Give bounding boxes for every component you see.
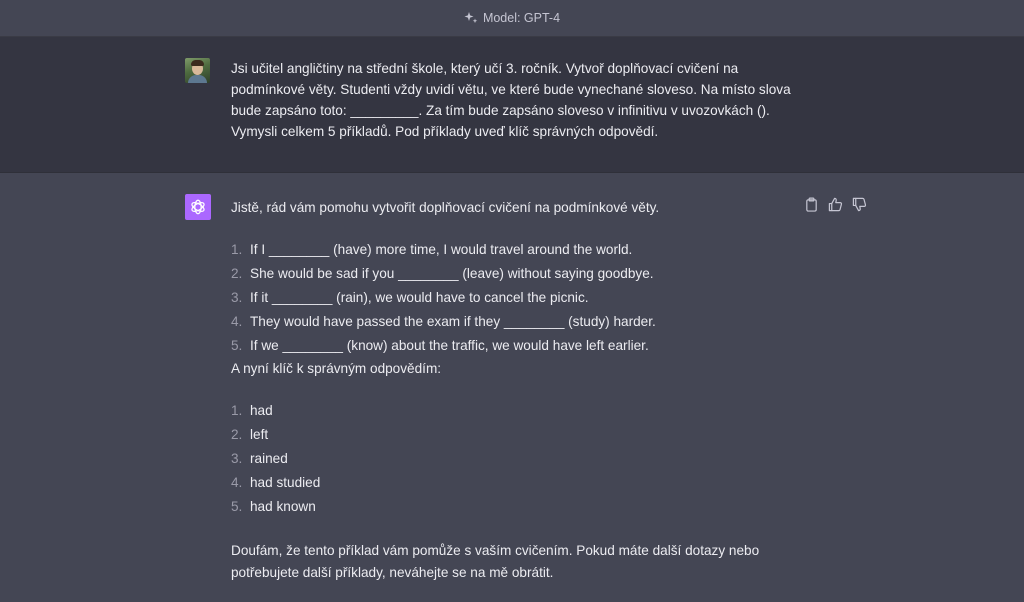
user-message	[0, 37, 1024, 173]
answer-key-label: A nyní klíč k správným odpovědím:	[231, 361, 442, 376]
list-item	[231, 399, 791, 423]
list-item	[231, 334, 791, 358]
list-item	[231, 447, 791, 471]
list-number: 5.	[231, 338, 243, 353]
user-message-line: Jsi učitel angličtiny na střední škole, který učí 3. ročník. Vytvoř doplňovací cvičení na	[231, 61, 739, 76]
thumbs-up-icon[interactable]	[828, 197, 843, 212]
list-item	[231, 471, 791, 495]
exercise-text: If we ________ (know) about the traffic, we would have left earlier.	[250, 338, 649, 353]
user-message-line: podmínkové věty. Studenti vždy uvidí větu, ve které bude vynechané sloveso. Na místo slova	[231, 82, 791, 97]
exercise-text: If it ________ (rain), we would have to cancel the picnic.	[250, 290, 589, 305]
list-item	[231, 238, 791, 262]
thumbs-down-icon[interactable]	[852, 197, 867, 212]
list-number: 3.	[231, 290, 243, 305]
list-number: 1.	[231, 403, 243, 418]
list-number: 2.	[231, 266, 243, 281]
user-message-line: Vymysli celkem 5 příkladů. Pod příklady uveď klíč správných odpovědí.	[231, 124, 659, 139]
answer-text: left	[250, 427, 269, 442]
assistant-message	[0, 173, 1024, 602]
exercise-text: They would have passed the exam if they ________ (study) harder.	[250, 314, 656, 329]
list-item	[231, 262, 791, 286]
list-item	[231, 286, 791, 310]
answer-text: rained	[250, 451, 288, 466]
message-actions	[804, 197, 867, 212]
list-number: 4.	[231, 314, 243, 329]
exercise-list	[231, 238, 791, 358]
exercise-text: If I ________ (have) more time, I would travel around the world.	[250, 242, 633, 257]
assistant-message-text	[231, 197, 791, 584]
sparkle-icon	[464, 11, 478, 25]
exercise-text: She would be sad if you ________ (leave) without saying goodbye.	[250, 266, 654, 281]
closing-line: Doufám, že tento příklad vám pomůže s vaším cvičením. Pokud máte další dotazy nebo	[231, 543, 760, 558]
list-item	[231, 495, 791, 519]
assistant-intro: Jistě, rád vám pomohu vytvořit doplňovací cvičení na podmínkové věty.	[231, 200, 660, 215]
list-number: 4.	[231, 475, 243, 490]
list-item	[231, 423, 791, 447]
clipboard-icon[interactable]	[804, 197, 819, 212]
user-message-line: bude zapsáno toto: _________. Za tím bude zapsáno sloveso v infinitivu v uvozovkách ().	[231, 103, 770, 118]
closing-line: potřebujete další příklady, neváhejte se na mě obrátit.	[231, 565, 554, 580]
user-message-text	[231, 58, 811, 142]
answer-list	[231, 399, 791, 519]
list-item	[231, 310, 791, 334]
model-header	[0, 0, 1024, 37]
user-avatar	[185, 58, 210, 83]
list-number: 2.	[231, 427, 243, 442]
openai-logo-icon	[185, 194, 211, 220]
answer-text: had studied	[250, 475, 321, 490]
list-number: 5.	[231, 499, 243, 514]
list-number: 3.	[231, 451, 243, 466]
answer-text: had	[250, 403, 273, 418]
list-number: 1.	[231, 242, 243, 257]
closing-paragraph	[231, 540, 791, 584]
answer-text: had known	[250, 499, 316, 514]
model-label: Model: GPT-4	[482, 11, 561, 25]
